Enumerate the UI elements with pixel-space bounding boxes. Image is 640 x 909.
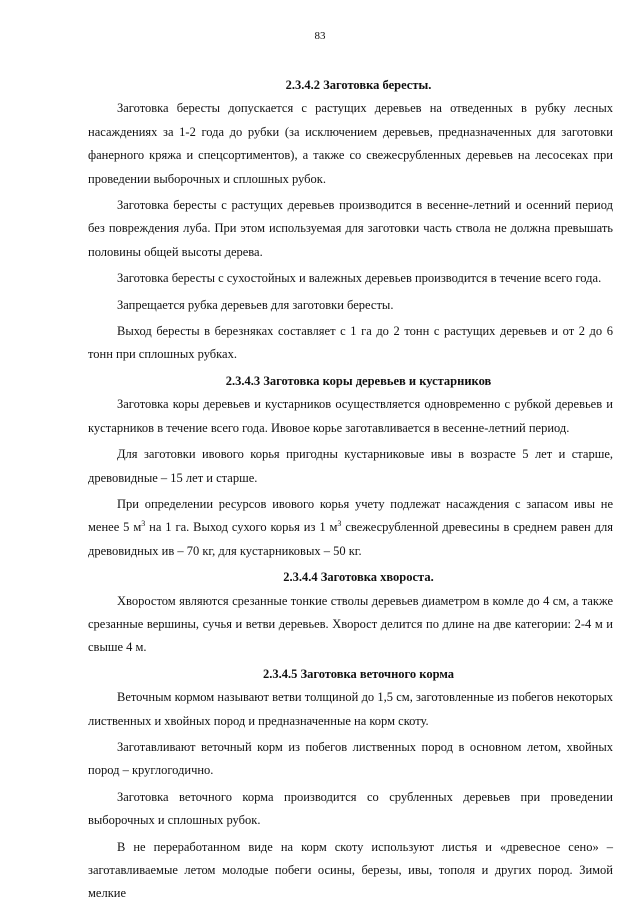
paragraph: Хворостом являются срезанные тонкие стволы деревьев диаметром в комле до 4 см, а также срезанные вершины, сучья и ветви деревьев. Хворост делится по длине на две категории: 2-4 м и свыше 4 м. — [88, 593, 613, 655]
text-run: на 1 га. Выход сухого корья из 1 м — [145, 520, 338, 535]
paragraph: Заготавливают веточный корм из побегов лиственных пород в основном летом, хвойных пород – круглогодично. — [88, 739, 613, 778]
section-heading-bark-trees: 2.3.4.3 Заготовка коры деревьев и кустарников — [225, 373, 492, 388]
paragraph: Веточным кормом называют ветви толщиной до 1,5 см, заготовленные из побегов некоторых лиственных и хвойных пород и предназначенные на корм скоту. — [88, 690, 613, 728]
page-number: 83 — [314, 30, 326, 42]
paragraph: Для заготовки ивового корья пригодны кустарниковые ивы в возрасте 5 лет и старше, древовидные – 15 лет и старше. — [88, 447, 613, 485]
superscript: 3 — [337, 519, 342, 529]
paragraph: В не переработанном виде на корм скоту используют листья и «древесное сено» – заготавливаемые летом молодые побеги осины, березы, ивы, тополя и других пород. Зимой мелкие — [88, 839, 613, 901]
paragraph: Выход бересты в березняках составляет с 1 га до 2 тонн с растущих деревьев и от 2 до 6 тонн при сплошных рубках. — [88, 324, 613, 362]
section-heading-bark-birch: 2.3.4.2 Заготовка бересты. — [285, 78, 432, 92]
paragraph: Заготовка веточного корма производится со срубленных деревьев при проведении выборочных и сплошных рубок. — [88, 789, 613, 828]
section-heading-brushwood: 2.3.4.4 Заготовка хвороста. — [283, 570, 434, 585]
section-heading-twig-feed: 2.3.4.5 Заготовка веточного корма — [262, 666, 455, 681]
paragraph: Заготовка коры деревьев и кустарников осуществляется одновременно с рубкой деревьев и кустарников в течение всего года. Ивовое корье заготавливается в весенне-летний период. — [88, 397, 613, 435]
page-content — [88, 74, 613, 909]
paragraph: Запрещается рубка деревьев для заготовки бересты. — [117, 297, 394, 312]
superscript: 3 — [141, 519, 146, 529]
paragraph: Заготовка бересты с сухостойных и валежных деревьев производится в течение всего года. — [117, 271, 602, 286]
text-run: свежесрубленной древесины в среднем равен для древовидных ив – 70 кг, для кустарниковых – 50 кг. — [88, 520, 613, 558]
paragraph-with-superscripts — [88, 493, 613, 563]
paragraph: Заготовка бересты допускается с растущих деревьев на отведенных в рубку лесных насаждениях за 1-2 года до рубки (за исключением деревьев, предназначенных для заготовки фанерного кряжа и спецсортиментов), а также со свежесрубленных деревьев на лесосеках при проведении выборочных и сплошных рубок. — [88, 101, 613, 186]
paragraph: Заготовка бересты с растущих деревьев производится в весенне-летний и осенний период без повреждения луба. При этом используемая для заготовки часть ствола не должна превышать половины общей высоты дерева. — [88, 198, 613, 259]
text-run: При определении ресурсов ивового корья учету подлежат насаждения с запасом ивы не менее 5 м — [88, 496, 613, 535]
